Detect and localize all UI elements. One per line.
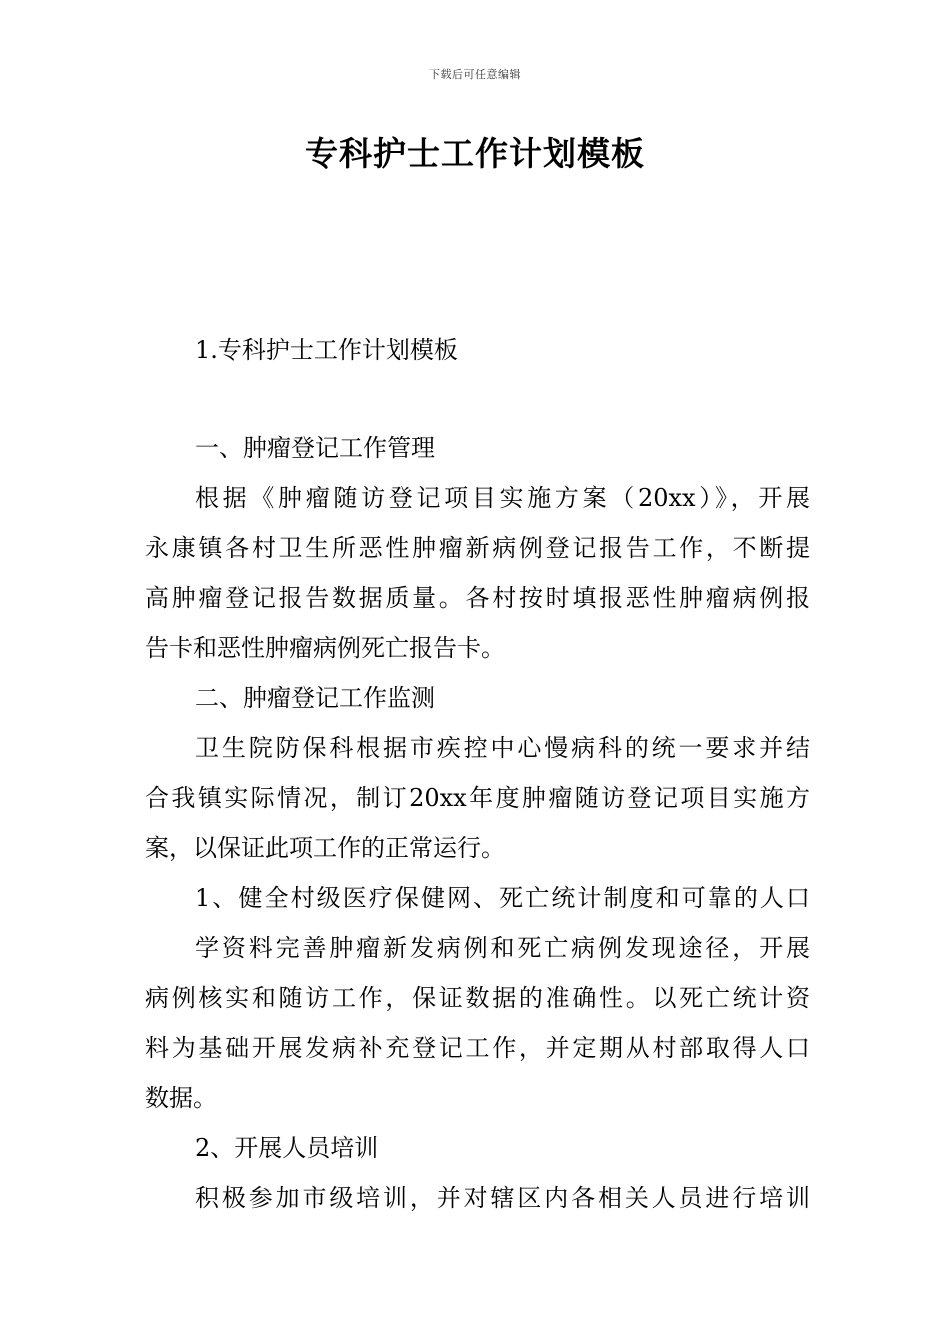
body-line: 合我镇实际情况，制订20xx年度肿瘤随访登记项目实施方 [145, 784, 810, 812]
body-line: 2、开展人员培训 [195, 1134, 379, 1162]
document-title: 专科护士工作计划模板 [305, 134, 645, 173]
body-line: 案，以保证此项工作的正常运行。 [145, 834, 505, 862]
body-line: 永康镇各村卫生所恶性肿瘤新病例登记报告工作，不断提 [145, 534, 810, 562]
body-line: 学资料完善肿瘤新发病例和死亡病例发现途径，开展 [195, 934, 810, 962]
body-line: 一、肿瘤登记工作管理 [195, 434, 435, 462]
body-line: 二、肿瘤登记工作监测 [195, 684, 435, 712]
body-line: 料为基础开展发病补充登记工作，并定期从村部取得人口 [145, 1034, 810, 1062]
body-line: 积极参加市级培训，并对辖区内各相关人员进行培训 [195, 1184, 810, 1212]
body-line: 根据《肿瘤随访登记项目实施方案（20xx）》，开展 [195, 484, 810, 512]
body-line: 高肿瘤登记报告数据质量。各村按时填报恶性肿瘤病例报 [145, 584, 810, 612]
header-note: 下载后可任意编辑 [429, 68, 521, 81]
body-line: 数据。 [145, 1084, 217, 1112]
body-line: 卫生院防保科根据市疾控中心慢病科的统一要求并结 [195, 734, 810, 762]
body-line: 告卡和恶性肿瘤病例死亡报告卡。 [145, 634, 505, 662]
body-line: 1.专科护士工作计划模板 [195, 336, 458, 364]
body-line: 病例核实和随访工作，保证数据的准确性。以死亡统计资 [145, 984, 810, 1012]
body-line: 1、健全村级医疗保健网、死亡统计制度和可靠的人口 [195, 884, 810, 912]
